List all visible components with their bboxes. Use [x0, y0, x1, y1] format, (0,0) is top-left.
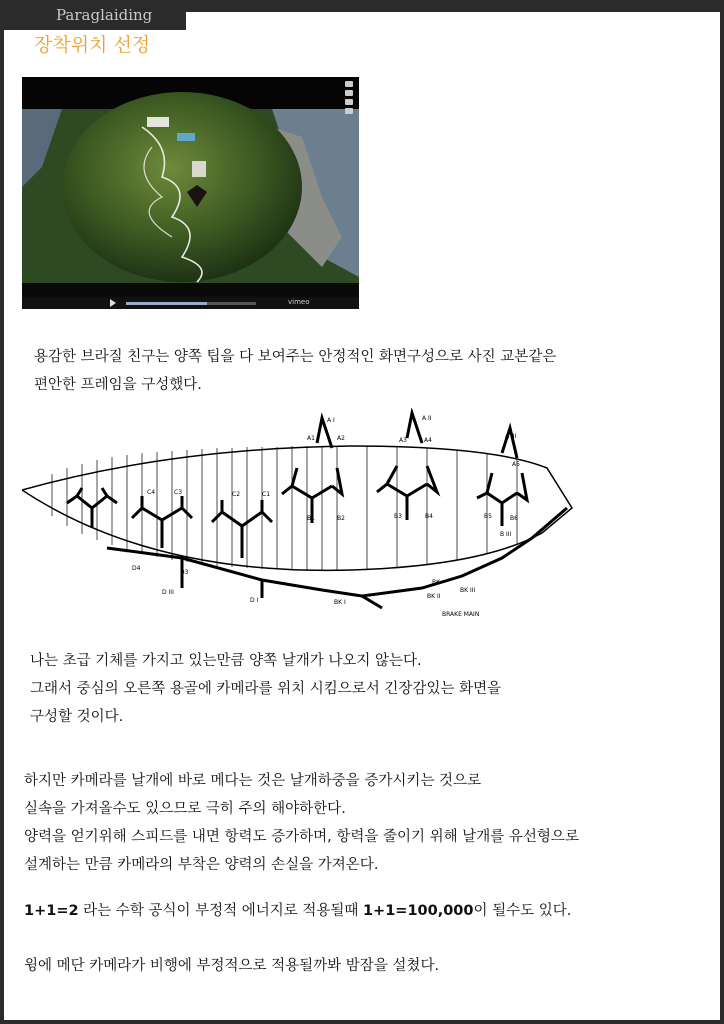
diagram-label: B2: [337, 515, 345, 522]
diagram-label: D3: [180, 569, 189, 576]
diagram-label: C4: [147, 489, 156, 496]
paragraph-3-line: 설계하는 만큼 카메라의 부착은 양력의 손실을 가져온다.: [24, 857, 379, 873]
header-tab[interactable]: [8, 2, 186, 28]
video-side-icons: [345, 81, 355, 117]
diagram-label: BK: [432, 579, 441, 586]
settings-icon[interactable]: [345, 108, 353, 114]
video-player[interactable]: [22, 77, 359, 309]
diagram-label: A I: [327, 417, 335, 424]
vimeo-logo[interactable]: vimeo: [288, 298, 310, 306]
diagram-label: A4: [424, 437, 432, 444]
paragraph-1-line: 용감한 브라질 친구는 양쪽 팁을 다 보여주는 안정적인 화면구성으로 사진 교본같은: [34, 349, 557, 365]
diagram-label: C2: [232, 491, 241, 498]
paragraph-2-line: 그래서 중심의 오른쪽 용골에 카메라를 위치 시킴으로서 긴장감있는 화면을: [30, 681, 502, 697]
paragraph-3-line: 양력을 얻기위해 스피드를 내면 항력도 증가하며, 항력을 줄이기 위해 날개를 유선형으로: [24, 829, 579, 845]
formula-bold: 1+1=100,000: [362, 903, 474, 919]
video-frame: [22, 77, 359, 297]
formula-bold: 1+1=2: [24, 903, 79, 919]
share-icon[interactable]: [345, 99, 353, 105]
diagram-label: C3: [174, 489, 183, 496]
diagram-label: B5: [484, 513, 492, 520]
diagram-label: C1: [262, 491, 271, 498]
diagram-label: BRAKE MAIN: [442, 611, 480, 618]
header-tab-label: Paraglaiding: [56, 6, 153, 24]
paragraph-5: [24, 952, 439, 980]
diagram-label: BK I: [334, 599, 346, 606]
like-icon[interactable]: [345, 81, 353, 87]
diagram-label: A2: [337, 435, 345, 442]
diagram-label: D I: [250, 597, 259, 604]
paragraph-4-text: 이 될수도 있다.: [473, 903, 572, 919]
diagram-label: A III: [505, 433, 517, 440]
video-controls: [22, 297, 359, 309]
diagram-label: D4: [132, 565, 141, 572]
paragraph-2-line: 구성할 것이다.: [30, 709, 124, 725]
paragraph-4-text: 라는 수학 공식이 부정적 에너지로 적용될때: [78, 903, 363, 919]
diagram-label: D III: [162, 589, 174, 596]
diagram-label: B1: [307, 515, 315, 522]
paragraph-4: [24, 897, 571, 925]
progress-fill: [126, 302, 207, 305]
diagram-label: B III: [500, 531, 512, 538]
paragraph-2: [30, 647, 501, 731]
diagram-label: A3: [399, 437, 407, 444]
diagram-label: BK II: [427, 593, 441, 600]
diagram-label: B3: [394, 513, 402, 520]
play-icon[interactable]: [110, 299, 116, 307]
paragraph-2-line: 나는 초급 기체를 가지고 있는만큼 양쪽 날개가 나오지 않는다.: [30, 653, 422, 669]
paragraph-3-line: 실속을 가져올수도 있으므로 극히 주의 해야하한다.: [24, 801, 346, 817]
later-icon[interactable]: [345, 90, 353, 96]
paragraph-1: [34, 343, 556, 399]
section-title: 장착위치 선정: [34, 34, 151, 56]
line-plan-diagram: [22, 408, 578, 618]
progress-bar[interactable]: [126, 302, 256, 305]
paragraph-1-line: 편안한 프레임을 구성했다.: [34, 377, 202, 393]
diagram-label: A II: [422, 415, 432, 422]
paragraph-3-line: 하지만 카메라를 날개에 바로 메다는 것은 날개하중을 증가시키는 것으로: [24, 773, 482, 789]
diagram-label: A5: [512, 461, 520, 468]
diagram-label: B4: [425, 513, 433, 520]
diagram-label: BK III: [460, 587, 476, 594]
diagram-label: B6: [510, 515, 518, 522]
paragraph-3: [24, 767, 579, 879]
diagram-label: A1: [307, 435, 315, 442]
paragraph-5-line: 윙에 메단 카메라가 비행에 부정적으로 적용될까봐 밤잠을 설쳤다.: [24, 958, 440, 974]
